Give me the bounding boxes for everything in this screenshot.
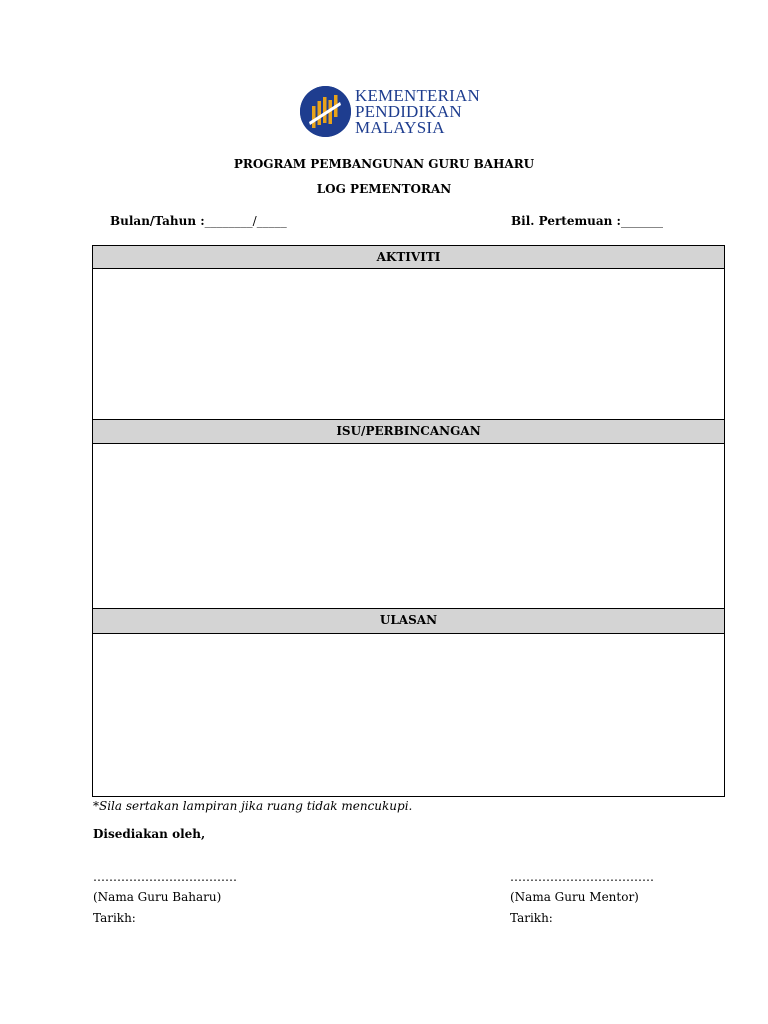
left-date-label: Tarikh: [93, 911, 136, 925]
month-year-label: Bulan/Tahun : [110, 214, 205, 228]
right-date-label: Tarikh: [510, 911, 553, 925]
left-signature-line: ……………………………… [93, 870, 237, 884]
ministry-logo [300, 86, 480, 138]
prepared-by-label: Disediakan oleh, [93, 827, 206, 841]
logo-line-1: KEMENTERIAN [355, 86, 480, 105]
activity-cell [93, 269, 724, 419]
attachment-note: *Sila sertakan lampiran jika ruang tidak mencukupi. [93, 799, 413, 813]
logo-emblem-icon [300, 86, 351, 137]
month-year-blank: ________/_____ [204, 214, 287, 228]
activity-header: AKTIVITI [93, 246, 724, 269]
mentor-name-label: (Nama Guru Mentor) [510, 890, 639, 904]
logo-line-3: MALAYSIA [355, 118, 445, 137]
meeting-number-label: Bil. Pertemuan : [511, 214, 621, 228]
new-teacher-name-label: (Nama Guru Baharu) [93, 890, 222, 904]
remarks-cell [93, 634, 724, 796]
issues-header: ISU/PERBINCANGAN [93, 419, 724, 444]
mentoring-log-table [92, 245, 725, 797]
logo-wordmark [355, 88, 480, 136]
page-title: PROGRAM PEMBANGUNAN GURU BAHARU [233, 157, 535, 171]
page-subtitle: LOG PEMENTORAN [316, 182, 452, 196]
meeting-number-field [511, 214, 663, 228]
month-year-field [110, 214, 287, 228]
right-signature-line: ……………………………… [510, 870, 654, 884]
issues-cell [93, 444, 724, 608]
logo-line-2: PENDIDIKAN [355, 102, 462, 121]
remarks-header: ULASAN [93, 608, 724, 634]
meeting-number-blank: _______ [620, 214, 663, 228]
